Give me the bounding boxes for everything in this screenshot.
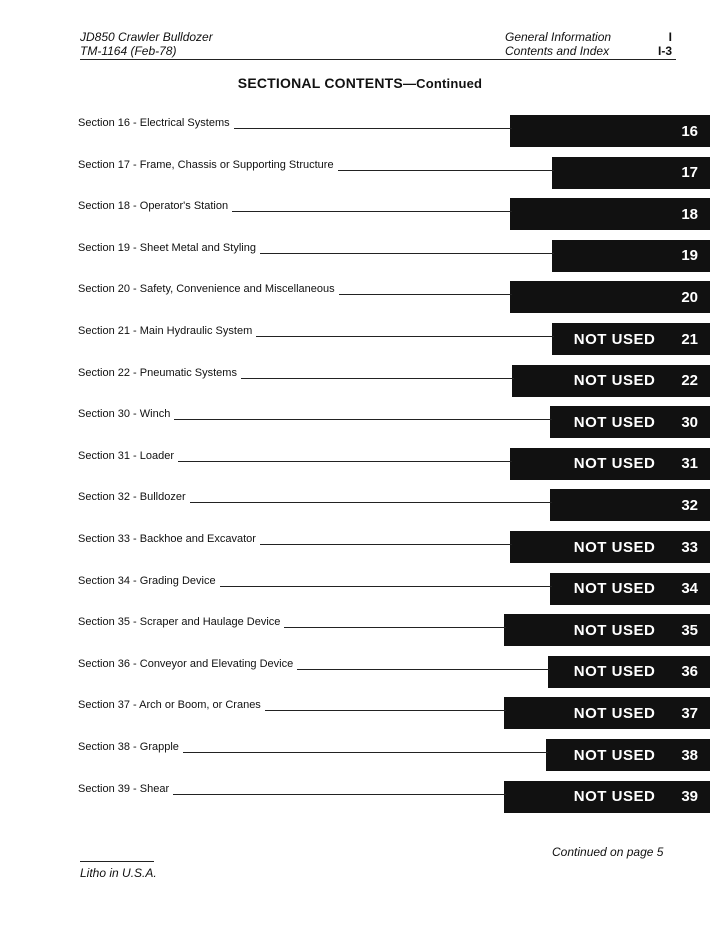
toc-row	[78, 658, 710, 694]
page-title-main: SECTIONAL CONTENTS	[237, 75, 403, 91]
toc-row	[78, 616, 710, 652]
tab-section-number: 30	[681, 413, 698, 431]
section-tab	[510, 531, 710, 563]
section-tab	[552, 323, 710, 355]
section-tab	[510, 281, 710, 313]
tab-not-used-note: NOT USED	[573, 455, 656, 473]
toc-row	[78, 450, 710, 486]
header-section-name: General Information	[505, 30, 612, 44]
toc-row	[78, 242, 710, 278]
section-tab	[552, 240, 710, 272]
tab-not-used-note: NOT USED	[573, 746, 656, 764]
section-tab	[552, 157, 710, 189]
toc-section-label: Section 38 - Grapple	[78, 741, 183, 753]
section-tab	[504, 781, 710, 813]
toc-row	[78, 159, 710, 195]
toc-section-label: Section 17 - Frame, Chassis or Supporting Structure	[78, 159, 338, 171]
section-tab	[550, 573, 710, 605]
toc-row	[78, 117, 710, 153]
tab-not-used-note: NOT USED	[573, 580, 656, 598]
page-title-suffix: —Continued	[402, 76, 483, 91]
tab-section-number: 31	[681, 455, 698, 473]
toc-row	[78, 699, 710, 735]
section-tab	[504, 697, 710, 729]
toc-section-label: Section 39 - Shear	[78, 783, 173, 795]
manual-title: JD850 Crawler Bulldozer	[80, 30, 213, 44]
header-subsection-name: Contents and Index	[505, 44, 610, 58]
tab-section-number: 34	[681, 580, 698, 598]
tab-section-number: 35	[681, 621, 698, 639]
tab-section-number: 22	[681, 372, 698, 390]
section-tab	[548, 656, 710, 688]
tab-section-number: 37	[681, 704, 698, 722]
tab-section-number: 20	[681, 288, 698, 306]
toc-row	[78, 533, 710, 569]
header-left	[80, 30, 213, 58]
tab-section-number: 39	[681, 788, 698, 806]
header-page-label: I-3	[657, 44, 672, 58]
toc-row	[78, 741, 710, 777]
toc-section-label: Section 34 - Grading Device	[78, 575, 220, 587]
tab-not-used-note: NOT USED	[573, 330, 656, 348]
toc-section-label: Section 35 - Scraper and Haulage Device	[78, 616, 284, 628]
tab-section-number: 18	[681, 205, 698, 223]
page-title	[0, 75, 720, 91]
tab-section-number: 21	[681, 330, 698, 348]
toc-section-label: Section 19 - Sheet Metal and Styling	[78, 242, 260, 254]
tab-section-number: 17	[681, 164, 698, 182]
header-page-number	[658, 30, 672, 58]
toc-row	[78, 325, 710, 361]
tab-not-used-note: NOT USED	[573, 538, 656, 556]
tab-not-used-note: NOT USED	[573, 663, 656, 681]
header-section-number: I	[668, 30, 672, 44]
toc-section-label: Section 18 - Operator's Station	[78, 200, 232, 212]
toc-section-label: Section 33 - Backhoe and Excavator	[78, 533, 260, 545]
section-tab	[510, 198, 710, 230]
tab-section-number: 32	[681, 496, 698, 514]
header-divider	[80, 59, 676, 60]
footer-divider	[80, 861, 154, 862]
toc-row	[78, 575, 710, 611]
toc-section-label: Section 20 - Safety, Convenience and Miscellaneous	[78, 283, 339, 295]
toc-section-label: Section 32 - Bulldozer	[78, 491, 190, 503]
tab-section-number: 33	[681, 538, 698, 556]
toc-row	[78, 491, 710, 527]
toc-row	[78, 408, 710, 444]
toc-section-label: Section 30 - Winch	[78, 408, 174, 420]
continued-note: Continued on page 5	[552, 845, 664, 859]
toc-section-label: Section 21 - Main Hydraulic System	[78, 325, 256, 337]
toc-row	[78, 283, 710, 319]
tab-section-number: 38	[681, 746, 698, 764]
tab-section-number: 36	[681, 663, 698, 681]
tab-not-used-note: NOT USED	[573, 621, 656, 639]
litho-note: Litho in U.S.A.	[80, 866, 157, 880]
manual-number: TM-1164 (Feb-78)	[80, 44, 177, 58]
toc-section-label: Section 36 - Conveyor and Elevating Device	[78, 658, 297, 670]
section-tab	[504, 614, 710, 646]
toc-section-label: Section 31 - Loader	[78, 450, 178, 462]
section-tab	[546, 739, 710, 771]
section-tab	[510, 115, 710, 147]
section-tab	[550, 489, 710, 521]
tab-not-used-note: NOT USED	[573, 372, 656, 390]
section-tab	[510, 448, 710, 480]
tab-not-used-note: NOT USED	[573, 788, 656, 806]
toc-row	[78, 367, 710, 403]
header-right	[505, 30, 611, 58]
tab-section-number: 19	[681, 247, 698, 265]
tab-not-used-note: NOT USED	[573, 704, 656, 722]
tab-not-used-note: NOT USED	[573, 413, 656, 431]
toc-section-label: Section 37 - Arch or Boom, or Cranes	[78, 699, 265, 711]
toc-row	[78, 200, 710, 236]
section-tab	[550, 406, 710, 438]
section-tab	[512, 365, 710, 397]
toc-row	[78, 783, 710, 819]
tab-section-number: 16	[681, 122, 698, 140]
toc-section-label: Section 16 - Electrical Systems	[78, 117, 234, 129]
toc-section-label: Section 22 - Pneumatic Systems	[78, 367, 241, 379]
